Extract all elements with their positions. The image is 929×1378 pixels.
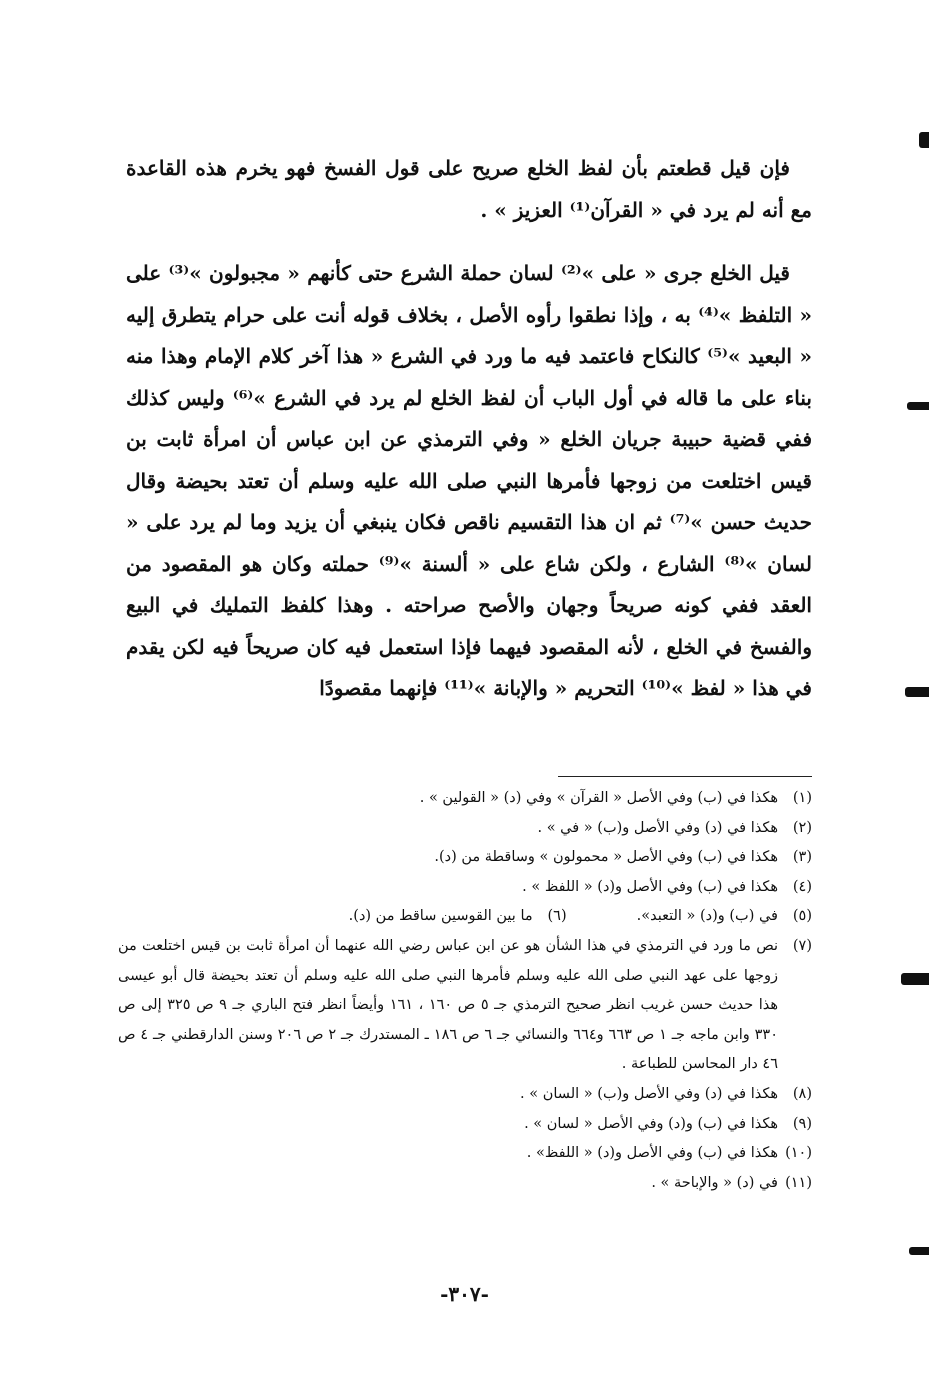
footnote-text: هكذا في (ب) وفي الأصل و(د) « اللفظ» .: [526, 1145, 778, 1162]
footnote-text: في (د) « والإباحة » .: [651, 1174, 778, 1191]
footnote-number: (٢): [792, 819, 812, 836]
footnotes: [118, 784, 812, 1198]
footnote-number: (٨): [792, 1085, 812, 1102]
footnote-3: [118, 843, 812, 873]
footnote-4: [118, 873, 812, 903]
paragraph-objection: فإن قيل قطعتم بأن لفظ الخلع صريح على قول الفسخ فهو يخرم هذه القاعدة مع أنه لم يرد في « القرآن⁽¹⁾ العزيز » .: [126, 156, 812, 222]
paragraph-answer: قيل الخلع جرى « على »⁽²⁾ لسان حملة الشرع حتى كأنهم « مجبولون »⁽³⁾ على « التلفظ »⁽⁴⁾ به ، وإذا نطقوا رأوه الأصل ، بخلاف قوله أنت على حرام يتطرق إليه « البعيد »⁽⁵⁾ كالنكاح فاعتمد فيه ما ورد في الشرع « هذا آخر كلام الإمام وهذا منه بناء على ما قاله في أول الباب أن لفظ الخلع لم يرد في الشرع »⁽⁶⁾ وليس كذلك ففي قضية حبيبة جريان الخلع « وفي الترمذي عن ابن عباس أن امرأة ثابت بن قيس اختلعت من زوجها فأمرها النبي صلى الله عليه وسلم أن تعتد بحيضة وقال حديث حسن »⁽⁷⁾ ثم ان هذا التقسيم ناقص فكان ينبغي أن يزيد وما لم يرد على « لسان »⁽⁸⁾ الشارع ، ولكن شاع على « ألسنة »⁽⁹⁾ حملته وكان هو المقصود من العقد ففي كونه صريحاً وجهان والأصح صراحته . وهذا كلفظ التمليك في البيع والفسخ في الخلع ، لأنه المقصود فيهما فإذا استعمل فيه كان صريحاً فيه لكن يقدم في هذا « لفظ »⁽¹⁰⁾ التحريم « والإبانة »⁽¹¹⁾ فإنهما مقصودًا: [126, 261, 813, 700]
footnote-1: [118, 784, 812, 814]
footnote-number: (١): [792, 790, 812, 806]
footnote-number: (١٠): [785, 1145, 812, 1162]
footnote-text: هكذا في (ب) و(د) وفي الأصل « لسان » .: [524, 1115, 778, 1132]
margin-mark: [909, 1247, 929, 1255]
footnote-text: هكذا في (د) وفي الأصل و(ب) « في » .: [537, 819, 778, 836]
footnote-5: [637, 902, 812, 932]
footnote-7: [118, 932, 812, 1080]
footnote-separator: [558, 776, 812, 777]
footnote-8: [118, 1080, 812, 1110]
margin-mark: [905, 687, 929, 697]
footnote-text: هكذا في (ب) وفي الأصل « القرآن » وفي (د) « القولين » .: [419, 790, 778, 806]
footnote-6: [118, 902, 567, 932]
margin-mark: [919, 132, 929, 148]
footnote-9: [118, 1110, 812, 1140]
footnote-text: نص ما ورد في الترمذي في هذا الشأن هو عن ابن عباس رضي الله عنهما أن امرأة ثابت بن قيس اختلعت من زوجها على عهد النبي صلى الله عليه وسلم فأمرها النبي صلى الله عليه وسلم أن تعتد بحيضة قال أبو عيسى هذا حديث حسن غريب انظر صحيح الترمذي جـ ٥ ص ١٦٠ ، ١٦١ وأيضاً انظر فتح الباري جـ ٩ ص ٣٢٥ إلى ص ٣٣٠ وابن ماجه جـ ١ ص ٦٦٣ و٦٦٤ والنسائي جـ ٦ ص ١٨٦ ـ المستدرك جـ ٢ ص ٢٠٦ وسنن الدارقطني جـ ٤ ص ٤٦ دار المحاسن للطباعة .: [118, 937, 779, 1073]
main-text: [126, 148, 812, 710]
footnote-number: (٩): [792, 1115, 812, 1132]
footnote-10: [118, 1139, 812, 1169]
margin-mark: [907, 402, 929, 410]
page-number: -٣٠٧-: [440, 1282, 489, 1306]
footnote-number: (٧): [792, 937, 812, 954]
footnote-number: (٦): [547, 908, 567, 925]
footnote-number: (٣): [792, 849, 812, 866]
footnote-text: في (ب) و(د) « التعبد».: [636, 908, 778, 925]
footnote-11: [118, 1169, 812, 1199]
footnote-text: هكذا في (ب) وفي الأصل « محمولون » وساقطة من (د).: [434, 849, 778, 866]
margin-mark: [901, 973, 929, 985]
footnote-row-5-6: [118, 902, 812, 932]
footnote-text: هكذا في (ب) وفي الأصل و(د) « اللفظ » .: [522, 878, 778, 895]
footnote-2: [118, 814, 812, 844]
footnote-number: (٤): [792, 878, 812, 895]
footnote-number: (١١): [785, 1174, 812, 1191]
footnote-number: (٥): [792, 908, 812, 925]
footnote-text: هكذا في (د) وفي الأصل و(ب) « السان » .: [520, 1085, 778, 1102]
footnote-text: ما بين القوسين ساقط من (د).: [348, 908, 533, 925]
